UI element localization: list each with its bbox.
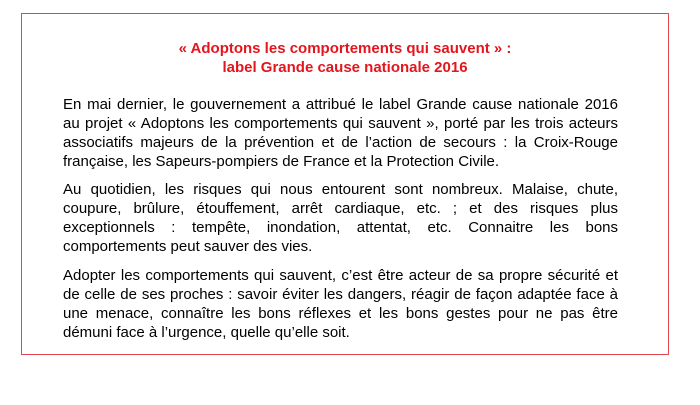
notice-box: [21, 13, 669, 355]
paragraph-behaviours: Adopter les comportements qui sauvent, c’est être acteur de sa propre sécurité et de celle de ses proches : savoir éviter les dangers, réagir de façon adaptée face à une menace, connaître les bons réflexes et les bons gestes pour ne pas être démuni face à l’urgence, quelle qu’elle soit.: [63, 267, 618, 341]
paragraph-risks: Au quotidien, les risques qui nous entourent sont nombreux. Malaise, chute, coupure, brûlure, étouffement, arrêt cardiaque, etc. ; et des risques plus exceptionnels : tempête, inondation, attentat, etc. Connaitre les bons comportements peut sauver des vies.: [63, 181, 618, 255]
notice-title-line-2: label Grande cause nationale 2016: [222, 59, 468, 76]
notice-title: [22, 39, 668, 77]
paragraph-intro: En mai dernier, le gouvernement a attribué le label Grande cause nationale 2016 au projet « Adoptons les comportements qui sauvent », porté par les trois acteurs associatifs majeurs de la prévention et de l’action de secours : la Croix-Rouge française, les Sapeurs-pompiers de France et la Protection Civile.: [63, 96, 618, 170]
notice-title-line-1: « Adoptons les comportements qui sauvent » :: [178, 40, 512, 57]
